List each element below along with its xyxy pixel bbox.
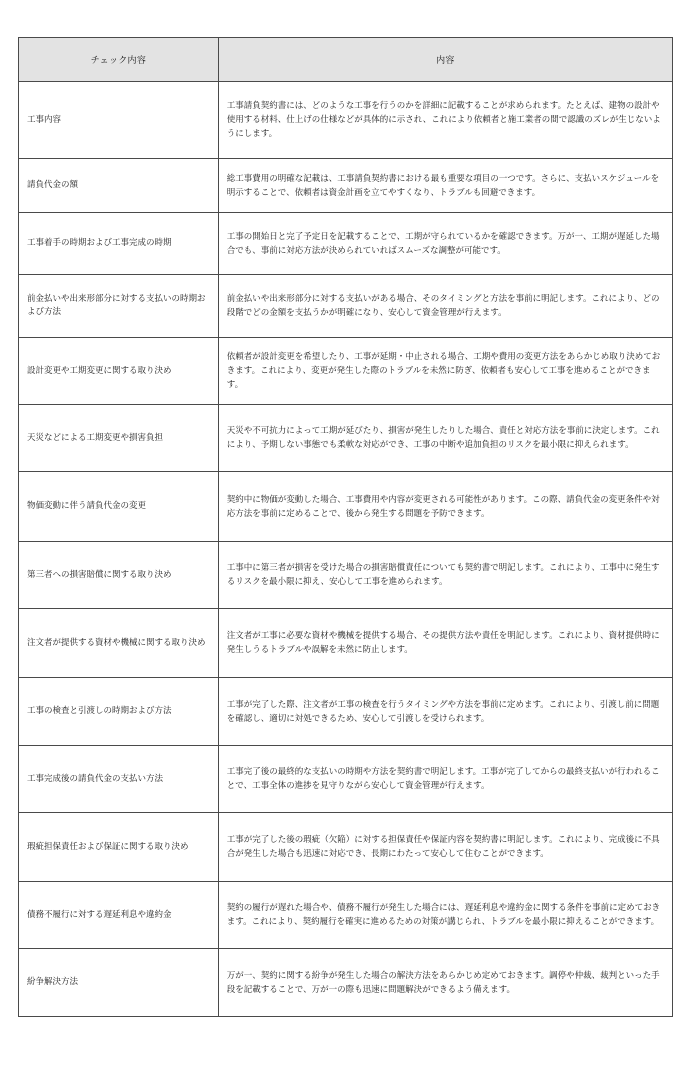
row-content: 工事が完了した際、注文者が工事の検査を行うタイミングや方法を事前に定めます。これにより、引渡し前に問題を確認し、適切に対処できるため、安心して引渡しを受けられます。 (218, 678, 672, 746)
table-row (19, 746, 673, 813)
table-row (19, 882, 673, 949)
row-check-item: 工事着手の時期および工事完成の時期 (19, 213, 219, 275)
row-content: 工事請負契約書には、どのような工事を行うのかを詳細に記載することが求められます。たとえば、建物の設計や使用する材料、仕上げの仕様などが具体的に示され、これにより依頼者と施工業者の間で認識のズレが生じないようにします。 (218, 82, 672, 159)
row-content: 依頼者が設計変更を希望したり、工事が延期・中止される場合、工期や費用の変更方法をあらかじめ取り決めておきます。これにより、変更が発生した際のトラブルを未然に防ぎ、依頼者も安心して工事を進めることができます。 (218, 338, 672, 405)
table-header (19, 38, 673, 82)
row-content: 工事が完了した後の瑕疵（欠陥）に対する担保責任や保証内容を契約書に明記します。これにより、完成後に不具合が発生した場合も迅速に対応でき、長期にわたって安心して住むことができます。 (218, 813, 672, 882)
row-content: 工事の開始日と完了予定日を記載することで、工期が守られているかを確認できます。万が一、工期が遅延した場合でも、事前に対応方法が決められていればスムーズな調整が可能です。 (218, 213, 672, 275)
row-check-item: 第三者への損害賠償に関する取り決め (19, 542, 219, 609)
table-row (19, 159, 673, 213)
row-check-item: 前金払いや出来形部分に対する支払いの時期および方法 (19, 275, 219, 338)
row-content: 万が一、契約に関する紛争が発生した場合の解決方法をあらかじめ定めておきます。調停や仲裁、裁判といった手段を記載することで、万が一の際も迅速に問題解決ができるよう備えます。 (218, 949, 672, 1017)
table-row (19, 82, 673, 159)
row-check-item: 工事完成後の請負代金の支払い方法 (19, 746, 219, 813)
row-check-item: 瑕疵担保責任および保証に関する取り決め (19, 813, 219, 882)
row-content: 総工事費用の明確な記載は、工事請負契約書における最も重要な項目の一つです。さらに、支払いスケジュールを明示することで、依頼者は資金計画を立てやすくなり、トラブルも回避できます。 (218, 159, 672, 213)
row-check-item: 債務不履行に対する遅延利息や違約金 (19, 882, 219, 949)
table-row (19, 338, 673, 405)
row-content: 契約中に物価が変動した場合、工事費用や内容が変更される可能性があります。この際、請負代金の変更条件や対応方法を事前に定めることで、後から発生する問題を予防できます。 (218, 472, 672, 542)
row-content: 工事完了後の最終的な支払いの時期や方法を契約書で明記します。工事が完了してからの最終支払いが行われることで、工事全体の進捗を見守りながら安心して資金管理が行えます。 (218, 746, 672, 813)
row-check-item: 物価変動に伴う請負代金の変更 (19, 472, 219, 542)
table-row (19, 213, 673, 275)
table-row (19, 405, 673, 472)
row-check-item: 天災などによる工期変更や損害負担 (19, 405, 219, 472)
row-check-item: 設計変更や工期変更に関する取り決め (19, 338, 219, 405)
checklist-table (18, 37, 673, 1017)
row-content: 契約の履行が遅れた場合や、債務不履行が発生した場合には、遅延利息や違約金に関する条件を事前に定めておきます。これにより、契約履行を確実に進めるための対策が講じられ、トラブルを最小限に抑えることができます。 (218, 882, 672, 949)
table-row (19, 472, 673, 542)
table-row (19, 678, 673, 746)
header-row (19, 38, 673, 82)
row-check-item: 紛争解決方法 (19, 949, 219, 1017)
row-content: 前金払いや出来形部分に対する支払いがある場合、そのタイミングと方法を事前に明記します。これにより、どの段階でどの金額を支払うかが明確になり、安心して資金管理が行えます。 (218, 275, 672, 338)
table-row (19, 275, 673, 338)
row-content: 工事中に第三者が損害を受けた場合の損害賠償責任についても契約書で明記します。これにより、工事中に発生するリスクを最小限に抑え、安心して工事を進められます。 (218, 542, 672, 609)
header-check-item: チェック内容 (19, 38, 219, 82)
row-check-item: 工事内容 (19, 82, 219, 159)
row-check-item: 注文者が提供する資材や機械に関する取り決め (19, 609, 219, 678)
table-row (19, 949, 673, 1017)
row-content: 注文者が工事に必要な資材や機械を提供する場合、その提供方法や責任を明記します。これにより、資材提供時に発生しうるトラブルや誤解を未然に防止します。 (218, 609, 672, 678)
table-row (19, 813, 673, 882)
row-content: 天災や不可抗力によって工期が延びたり、損害が発生したりした場合、責任と対応方法を事前に決定します。これにより、予期しない事態でも柔軟な対応ができ、工事の中断や追加負担のリスクを最小限に抑えられます。 (218, 405, 672, 472)
header-content: 内容 (218, 38, 672, 82)
table-row (19, 609, 673, 678)
table-row (19, 542, 673, 609)
row-check-item: 工事の検査と引渡しの時期および方法 (19, 678, 219, 746)
table-body (19, 82, 673, 1017)
row-check-item: 請負代金の額 (19, 159, 219, 213)
